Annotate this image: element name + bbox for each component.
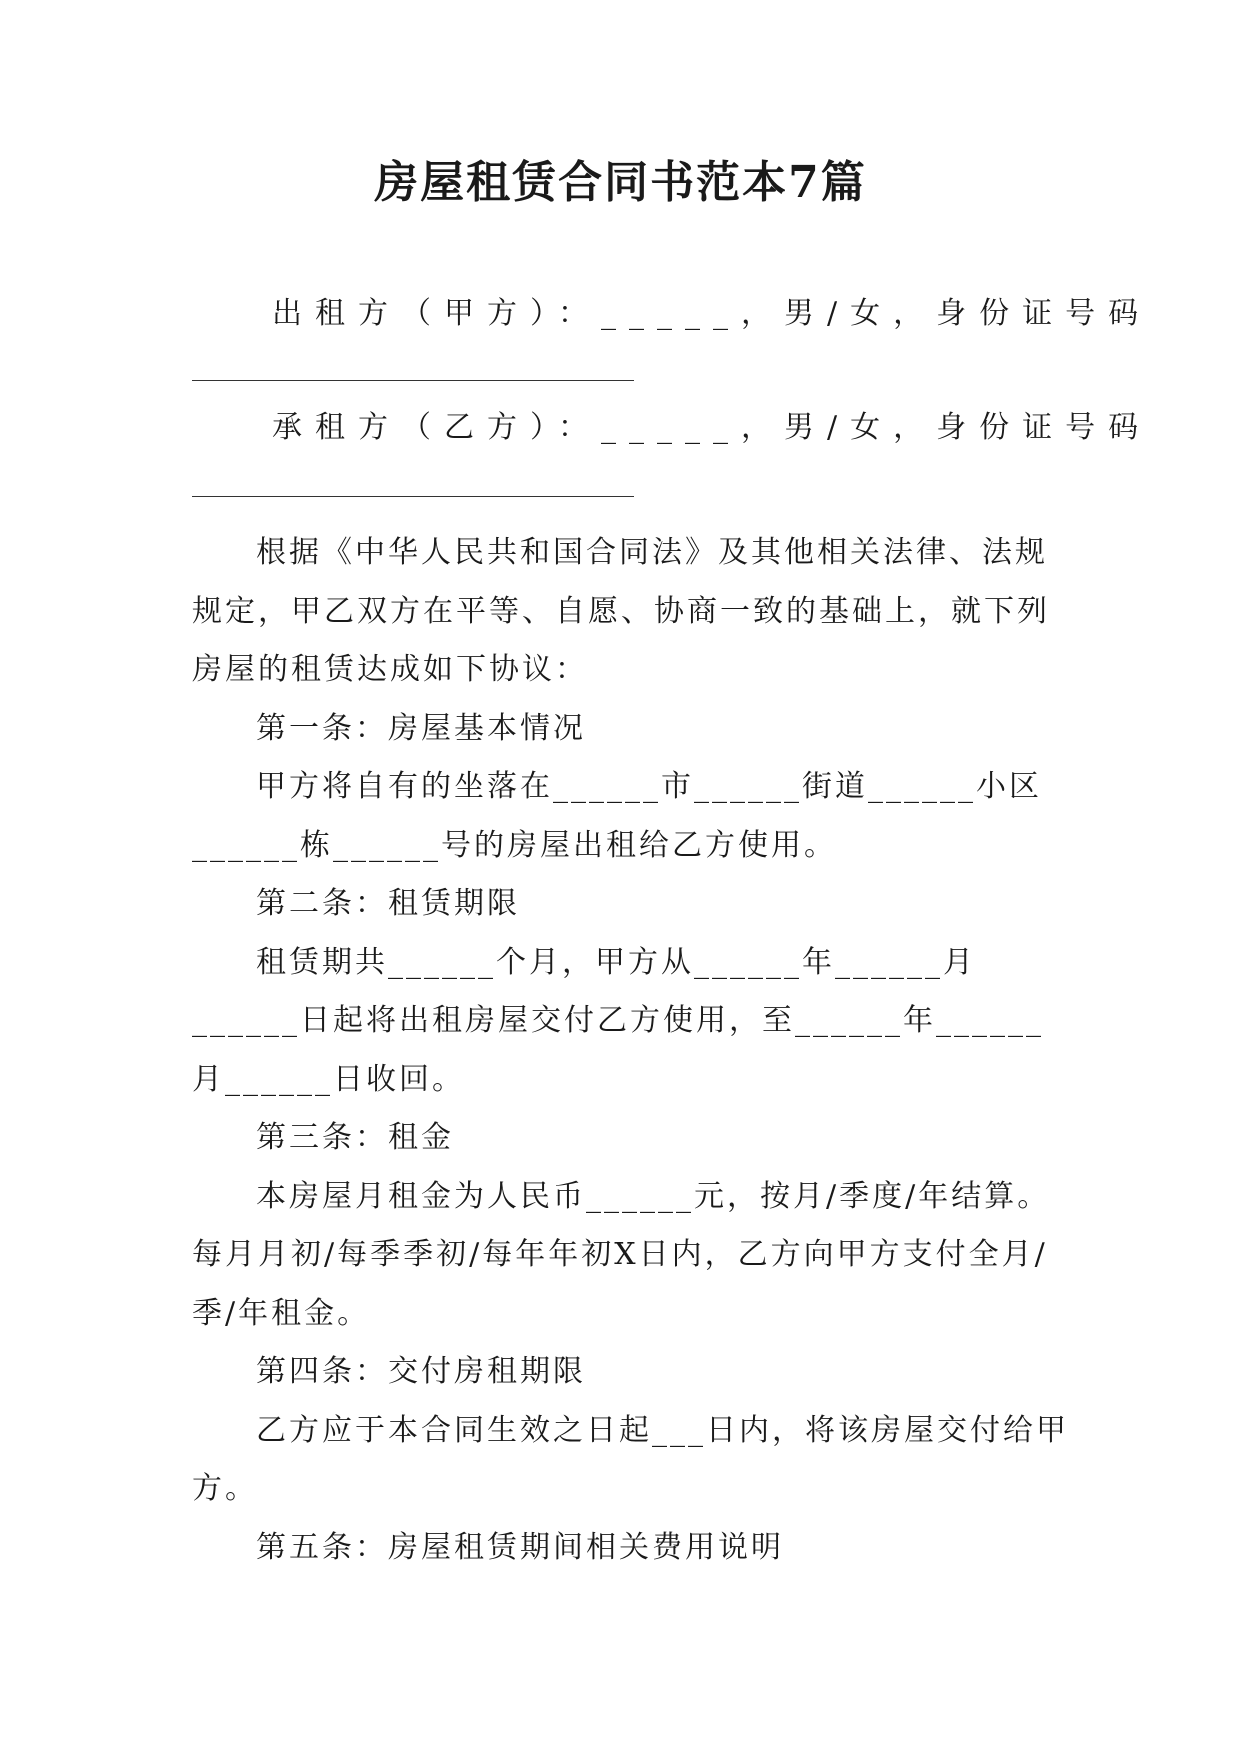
lessee-id-blank xyxy=(192,496,634,497)
article-3-heading: 第三条：租金 xyxy=(256,1120,454,1155)
contract-body xyxy=(192,524,1072,1577)
lessor-id-blank xyxy=(192,380,634,381)
article-2-paragraph: 租赁期共______个月，甲方从______年______月______日起将出租房屋交付乙方使用，至______年______月______日收回。 xyxy=(192,944,1044,1097)
article-4-paragraph: 乙方应于本合同生效之日起___日内，将该房屋交付给甲方。 xyxy=(192,1412,1069,1506)
preamble-paragraph: 根据《中华人民共和国合同法》及其他相关法律、法规规定，甲乙双方在平等、自愿、协商一致的基础上，就下列房屋的租赁达成如下协议： xyxy=(192,535,1050,687)
article-1-heading: 第一条：房屋基本情况 xyxy=(256,710,586,746)
document-title: 房屋租赁合同书范本7篇 xyxy=(374,157,867,208)
lessee-line: 承租方（乙方）：_____，男/女，身份证号码 xyxy=(272,410,1152,445)
article-1-paragraph: 甲方将自有的坐落在______市______街道______小区______栋______号的房屋出租给乙方使用。 xyxy=(192,769,1042,863)
article-4-heading: 第四条：交付房租期限 xyxy=(256,1354,586,1389)
article-3-paragraph: 本房屋月租金为人民币______元，按月/季度/年结算。每月月初/每季季初/每年年初X日内，乙方向甲方支付全月/季/年租金。 xyxy=(192,1178,1051,1331)
article-2-heading: 第二条：租赁期限 xyxy=(256,886,520,921)
lessor-line: 出租方（甲方）：_____，男/女，身份证号码 xyxy=(272,296,1152,331)
article-5-heading: 第五条：房屋租赁期间相关费用说明 xyxy=(256,1529,784,1565)
